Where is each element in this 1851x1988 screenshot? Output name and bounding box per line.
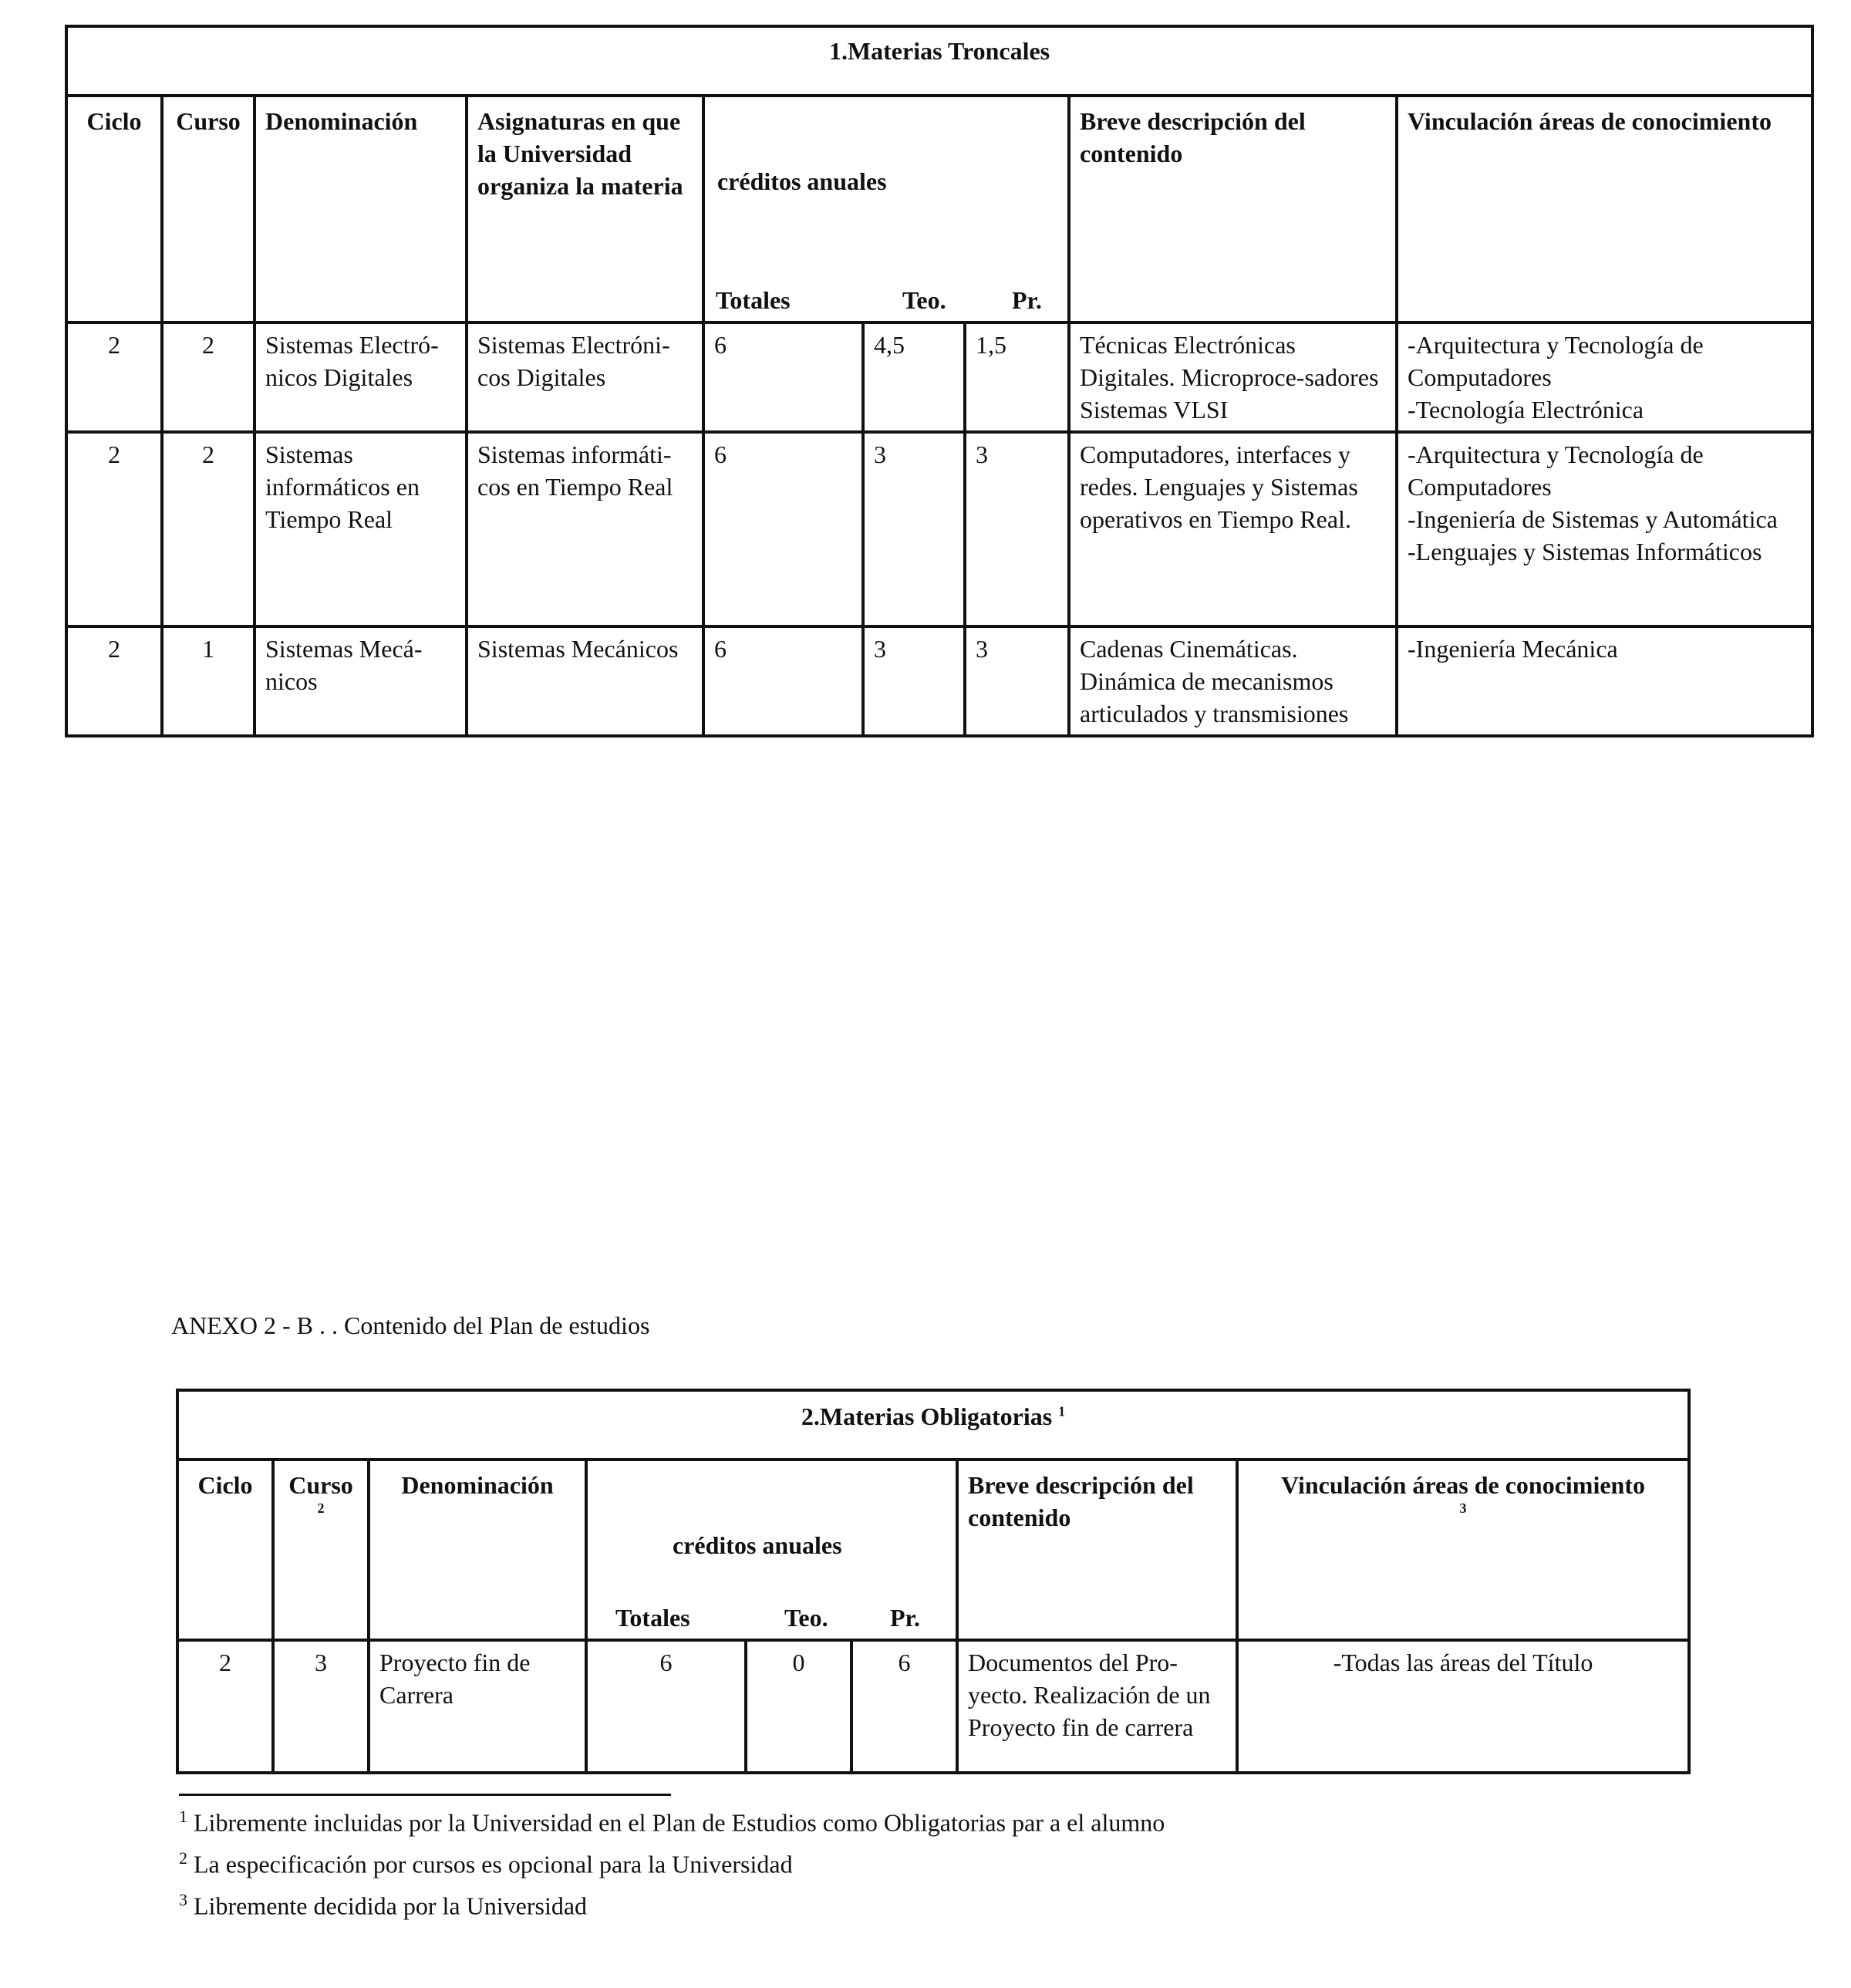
footnote-1 [179,1807,1165,1838]
table-row [177,1640,1689,1773]
header-creditos-anuales [703,96,1069,322]
cell-breve: Técnicas Electrónicas Digitales. Microproce-sadores Sistemas VLSI [1069,322,1397,432]
header-breve-descripcion: Breve descripción del contenido [957,1460,1237,1640]
vinculacion-line: -Ingeniería de Sistemas y Automática [1408,505,1778,533]
header-totales: Totales [716,286,791,314]
creditos-subheaders [588,1602,956,1635]
cell-totales: 6 [703,432,863,626]
header-vinculacion: Vinculación áreas de conocimiento [1397,96,1812,322]
cell-vinculacion [1397,432,1812,626]
cell-vinculacion [1397,626,1812,736]
cell-curso: 2 [162,322,255,432]
cell-breve: Computadores, interfaces y redes. Lenguajes y Sistemas operativos en Tiempo Real. [1069,432,1397,626]
header-denominacion: Denominación [369,1460,586,1640]
footnote-divider [179,1794,671,1796]
table-row [66,322,1812,432]
cell-denominacion: Sistemas Electró-nicos Digitales [255,322,467,432]
header-pr: Pr. [1012,286,1042,314]
creditos-label: créditos anuales [673,1531,842,1559]
cell-totales: 6 [703,626,863,736]
header-ciclo: Ciclo [66,96,162,322]
footnote-text: Libremente incluidas por la Universidad en el Plan de Estudios como Obligatorias par a el alumno [194,1808,1165,1837]
footnote-2 [179,1848,793,1879]
vinculacion-line: -Arquitectura y Tecnología de Computadores [1408,440,1704,501]
creditos-label: créditos anuales [717,167,887,195]
header-vinculacion-text: Vinculación áreas de conocimiento [1281,1471,1645,1499]
header-curso-text: Curso [288,1471,353,1499]
cell-curso: 2 [162,432,255,626]
footnote-text: Libremente decidida por la Universidad [194,1892,588,1920]
cell-ciclo: 2 [66,322,162,432]
header-curso-footnote-marker: 2 [317,1500,325,1516]
vinculacion-line: -Ingeniería Mecánica [1408,635,1618,663]
cell-breve: Cadenas Cinemáticas. Dinámica de mecanismos articulados y transmisiones [1069,626,1397,736]
header-totales: Totales [615,1604,690,1632]
header-vinculacion [1237,1460,1689,1640]
cell-breve: Documentos del Pro-yecto. Realización de un Proyecto fin de carrera [957,1640,1237,1773]
creditos-subheaders [705,284,1067,318]
header-ciclo: Ciclo [177,1460,273,1640]
cell-vinculacion: -Todas las áreas del Título [1237,1640,1689,1773]
table-row [66,626,1812,736]
cell-asignaturas: Sistemas Mecánicos [467,626,703,736]
header-pr: Pr. [890,1604,920,1632]
cell-denominacion: Sistemas Mecá-nicos [255,626,467,736]
vinculacion-line: -Arquitectura y Tecnología de Computadores [1408,331,1704,391]
cell-teo: 3 [863,432,965,626]
cell-asignaturas: Sistemas informáti-cos en Tiempo Real [467,432,703,626]
header-teo: Teo. [784,1604,828,1632]
cell-denominacion: Proyecto fin de Carrera [369,1640,586,1773]
cell-totales: 6 [586,1640,746,1773]
header-creditos-anuales [586,1460,957,1640]
footnote-number: 3 [179,1890,187,1909]
anexo-heading: ANEXO 2 - B . . Contenido del Plan de estudios [171,1311,650,1339]
cell-asignaturas: Sistemas Electróni-cos Digitales [467,322,703,432]
footnote-3 [179,1890,587,1921]
table1-title-text: 1.Materias Troncales [828,37,1050,65]
cell-ciclo: 2 [66,432,162,626]
table-row [66,432,1812,626]
table2-title-text: 2.Materias Obligatorias [801,1402,1053,1430]
cell-pr: 3 [965,432,1069,626]
cell-curso: 1 [162,626,255,736]
cell-denominacion: Sistemas informáticos en Tiempo Real [255,432,467,626]
header-denominacion: Denominación [255,96,467,322]
header-curso: Curso [162,96,255,322]
cell-teo: 4,5 [863,322,965,432]
cell-pr: 3 [965,626,1069,736]
footnote-number: 1 [179,1807,187,1826]
cell-ciclo: 2 [66,626,162,736]
cell-totales: 6 [703,322,863,432]
header-breve-descripcion: Breve descripción del contenido [1069,96,1397,322]
footnote-number: 2 [179,1848,187,1868]
cell-teo: 3 [863,626,965,736]
cell-pr: 6 [851,1640,957,1773]
cell-curso: 3 [273,1640,369,1773]
cell-vinculacion [1397,322,1812,432]
header-asignaturas: Asignaturas en que la Universidad organiza la materia [467,96,703,322]
cell-ciclo: 2 [177,1640,273,1773]
cell-pr: 1,5 [965,322,1069,432]
header-teo: Teo. [902,286,946,314]
table-materias-troncales [65,25,1814,737]
table2-title-footnote-marker: 1 [1058,1403,1066,1419]
footnote-text: La especificación por cursos es opcional para la Universidad [194,1850,793,1878]
header-curso [273,1460,369,1640]
table-materias-obligatorias [176,1389,1691,1774]
table1-title [66,26,1812,96]
cell-teo: 0 [746,1640,851,1773]
table2-title [177,1390,1689,1460]
vinculacion-line: -Tecnología Electrónica [1408,396,1644,424]
header-vinculacion-footnote-marker: 3 [1459,1500,1467,1516]
vinculacion-line: -Lenguajes y Sistemas Informáticos [1408,538,1762,565]
